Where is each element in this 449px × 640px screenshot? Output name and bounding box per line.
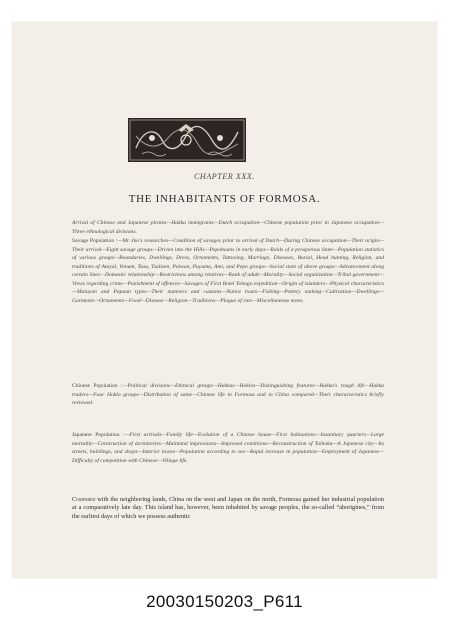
body-text: with the neighboring lands, China on the west and Japan on the north, Formosa gained her industrial population at a comparatively late day. This island has, however, been inhabited by savage peoples, the so-called “aborigines,” from the earliest days of which we possess authentic [72,496,384,520]
summary-paragraph [72,237,384,305]
chapter-title: THE INHABITANTS OF FORMOSA. [128,193,321,205]
summary-text: Arrival of Chinese and Japanese pirates—Hakka immigrants—Dutch occupation—Chinese population prior to Japanese occupation—Three ethnological divisions. [72,220,384,235]
summary-heading: Chinese Population : [72,383,123,389]
summary-text: —Political divisions—Ethnical groups—Hakkas—Hoklos—Distinguishing features—Hakka's rough life—Hakka traders—Four Hoklo groups—Distribution of same—Chinese life in Formosa and in China compared—Their characteristics briefly reviewed. [72,383,384,406]
ornamental-headpiece [128,118,246,162]
summary-text: —Mr. Ino's researches—Condition of savages prior to arrival of Dutch—During Chinese occupation—Their origin—Their arrival—Eight savage groups—Driven into the Hills—Pepohoans in early days—Raids of a prosperous State—Population statistics of various groups—Boundaries, Dwellings, Dress, Ornaments, Tattooing, Marriage, Diseases, Burial, Head hunting, Religion, and traditions of Atayal, Vonum, Tsou, Tsalisen, Paiwan, Puyuma, Ami, and Pepo groups—Social state of above groups—Advancement along certain lines—Domestic relationship—Restrictions among relatives—Rank of adult—Morality—Social organization—Tribal government—Views regarding crime—Punishment of offences—Savages of First Botel Tobago expedition—Origin of islanders—Physical characteristics—Malayan and Papuan types—Their manners and customs—Native boats—Fishing—Pottery making—Cultivation—Dwellings—Garments—Ornaments—Food—Disease—Religion—Traditions—Plague of rats—Miscellaneous notes. [72,238,384,304]
image-caption: 20030150203_P611 [146,592,303,611]
summary-paragraph [72,219,384,236]
body-paragraph [72,496,384,521]
summary-paragraph [72,431,384,465]
summary-text: —First arrivals—Family life—Evolution of a Chinese house—First habitations—Insanitary quarters—Large mortality—Construction of dormitories—Mainland impressions—Improved conditions—Reconstruction of Taihoku—A Japanese city—Its streets, buildings, and shops—Interior towns—Population according to sex—Rapid increase in population—Employment of Japanese—Difficulty of competition with Chinese—Village life. [72,432,384,464]
book-page [12,22,437,578]
summary-heading: Japanese Population : [72,432,125,438]
summary-paragraph [72,382,384,408]
body-lead-word: Compared [72,496,96,503]
summary-heading: Savage Population : [72,238,118,244]
chapter-label: CHAPTER XXX. [194,172,255,181]
